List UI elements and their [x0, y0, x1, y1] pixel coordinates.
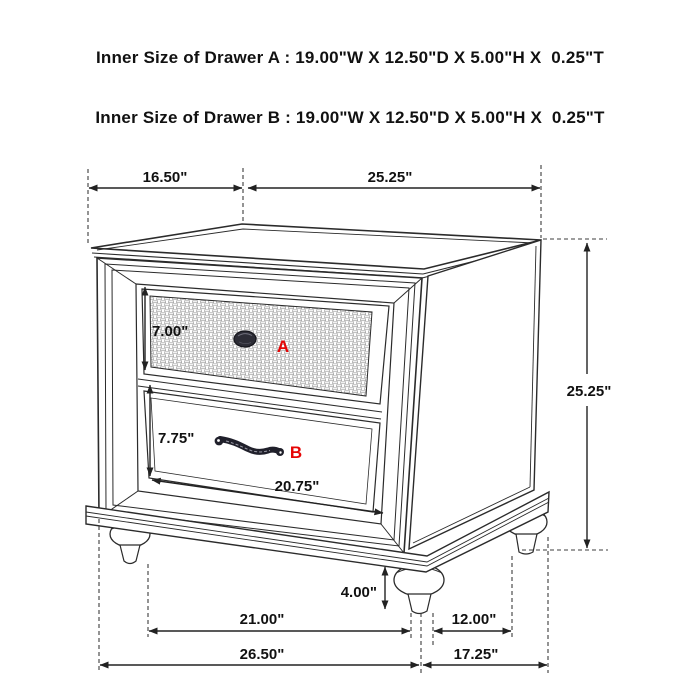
drawer-a-inner-size-text: Inner Size of Drawer A : 19.00"W X 12.50"D X 5.00"H X 0.25"T	[95, 48, 605, 67]
dim-overall-width	[100, 646, 419, 665]
dim-drawer-a-height-label: 7.00"	[152, 323, 189, 340]
dim-top-width-label: 25.25"	[367, 169, 413, 186]
dim-front-leg-span	[149, 611, 410, 631]
drawer-a-label: A	[276, 337, 290, 356]
dim-overall-height-label: 25.25"	[566, 383, 612, 400]
dim-top-width	[248, 169, 540, 188]
dim-side-leg-span-label: 12.00"	[451, 611, 497, 628]
dim-side-leg-span	[434, 611, 511, 631]
dim-top-depth-label: 16.50"	[142, 169, 188, 186]
nightstand-drawing	[86, 224, 549, 614]
dim-overall-depth	[423, 646, 547, 665]
drawer-b-label: B	[289, 443, 303, 462]
dim-drawer-b-height-label: 7.75"	[158, 430, 195, 447]
side-panel	[409, 240, 541, 549]
title-block	[0, 8, 700, 168]
dim-leg-height-label: 4.00"	[340, 584, 377, 601]
dim-top-depth	[89, 169, 242, 188]
dim-overall-depth-label: 17.25"	[453, 646, 499, 663]
drawer-b-inner-size-text: Inner Size of Drawer B : 19.00"W X 12.50"D X 5.00"H X 0.25"T	[95, 108, 605, 127]
dim-overall-height	[567, 243, 612, 548]
dim-front-leg-span-label: 21.00"	[239, 611, 285, 628]
drawer-a-knob	[234, 331, 256, 347]
dim-drawer-b-width-label: 20.75"	[274, 478, 320, 495]
dim-overall-width-label: 26.50"	[239, 646, 285, 663]
dim-leg-height	[341, 567, 385, 609]
